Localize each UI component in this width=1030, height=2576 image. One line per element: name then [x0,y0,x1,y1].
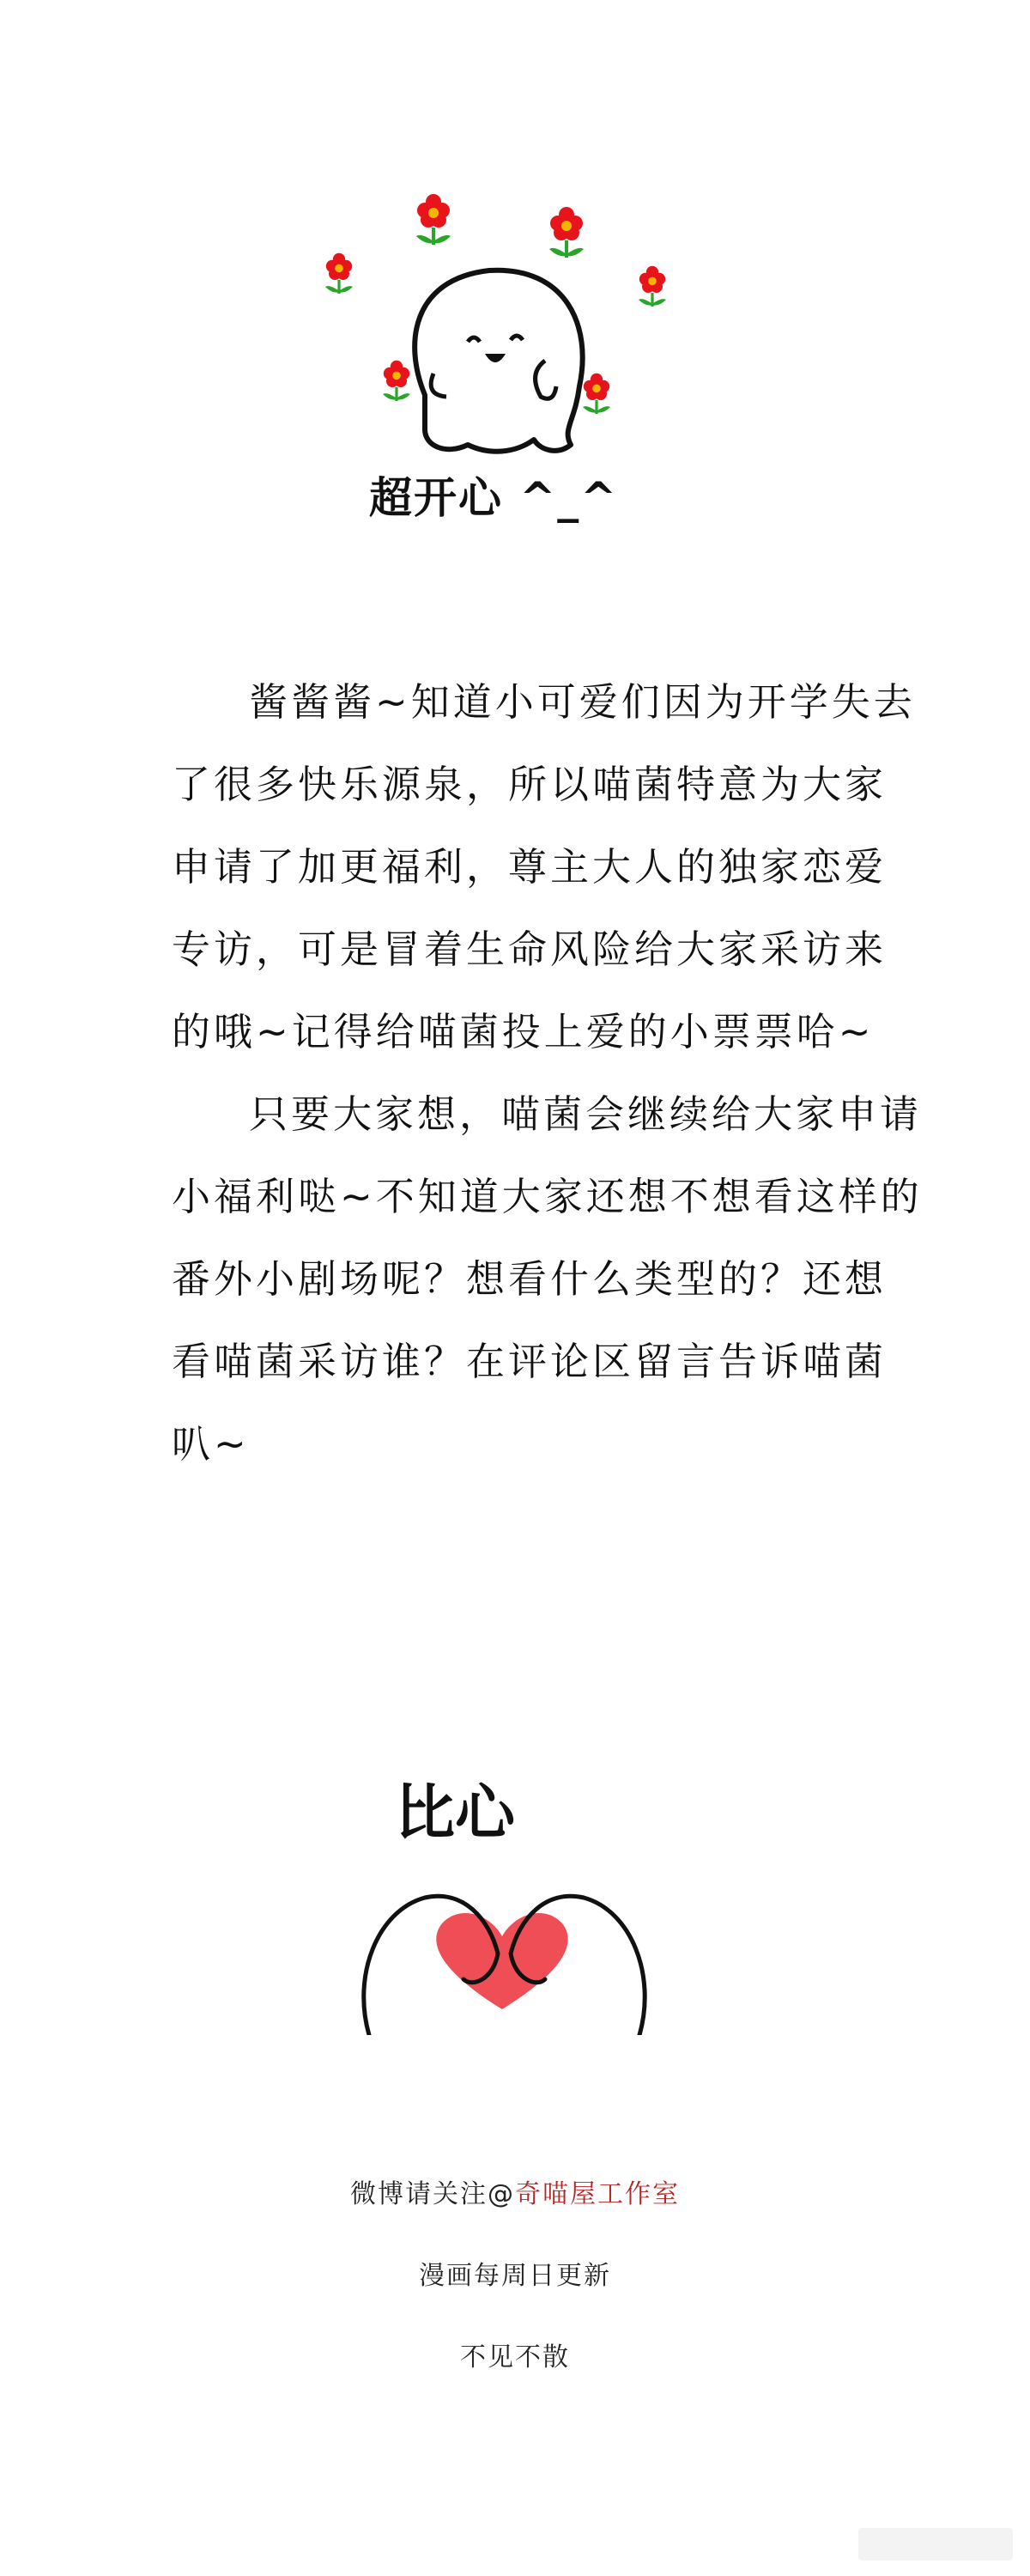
flower-icon [583,374,610,414]
studio-link[interactable]: 奇喵屋工作室 [515,2179,680,2209]
heart-hands-illustration [343,1760,661,2035]
flower-icon [549,207,584,258]
mascot-caption: 超开心 ^_^ [369,473,619,523]
announcement-paragraph: 只要大家想，喵菌会继续给大家申请小福利哒~不知道大家还想不想看这样的番外小剧场呢？想看什么类型的？还想看喵菌采访谁？在评论区留言告诉喵菌叭~ [172,1091,923,1467]
update-schedule: 漫画每周日更新 [419,2261,611,2291]
heart-hands-caption: 比心 [395,1777,515,1848]
watermark-logo [858,2524,1013,2562]
weibo-prefix: 微博请关注@ [350,2179,515,2209]
flower-icon [383,361,410,401]
flower-icon [416,194,451,245]
watermark-icon [858,2524,1013,2562]
announcement-paragraph: 酱酱酱~知道小可爱们因为开学失去了很多快乐源泉，所以喵菌特意为大家申请了加更福利，尊主大人的独家恋爱专访，可是冒着生命风险给大家采访来的哦~记得给喵菌投上爱的小票票哈~ [172,679,916,1054]
flower-icon [639,266,666,307]
announcement-text [172,661,927,1485]
heart-hands-icon [343,1760,661,2035]
flower-icon [325,253,353,294]
weibo-follow-line [0,2172,1030,2210]
farewell-text: 不见不散 [460,2342,570,2372]
